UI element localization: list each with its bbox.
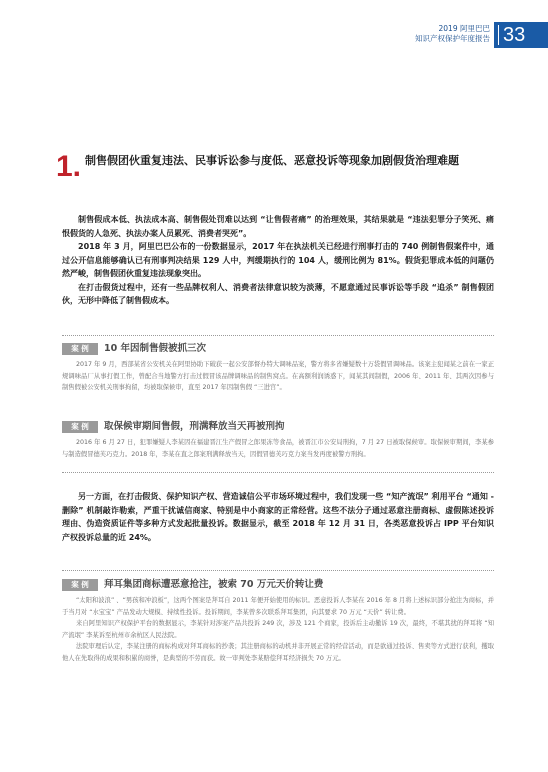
case-1 [62, 342, 494, 394]
report-header [415, 24, 490, 44]
case-title: 拜耳集团商标遭恶意抢注，被索 70 万元天价转让费 [104, 579, 324, 590]
case-3 [62, 578, 494, 664]
case-tag: 案 例 [62, 343, 98, 355]
case-title: 取保候审期间售假，刑满释放当天再被刑拘 [104, 421, 285, 432]
case1-divider [62, 335, 494, 336]
intro-paragraph-2: 2018 年 3 月，阿里巴巴公布的一份数据显示，2017 年在执法机关已经进行刑事打击的 740 例制售假案件中，通过公开信息能够确认已有刑事判决结果 129 人中，判缓期执行的 104 人，缓刑比例为 81%。假货犯罪成本低的问题仍然严峻，制售假团伙重复违法现象突出。 [62, 242, 494, 278]
case-tag: 案 例 [62, 421, 98, 433]
case-title: 10 年因制售假被抓三次 [104, 343, 207, 354]
case3-divider [62, 570, 494, 571]
case-paragraph: 来自阿里知识产权保护平台的数据显示，李某针对涉案产品共投诉 249 次，涉及 121 个商家，投诉后主动撤诉 19 次，最终，不堪其扰的拜耳将 “知产流氓” 李某诉至杭州市余杭区人民法院。 [62, 620, 494, 639]
middle-text [62, 490, 494, 544]
case-paragraph: “太阳和波浪” 、“男孩和冲浪板”，这两个图案是拜耳自 2011 年便开始使用的标识。恶意投诉人李某在 2016 年 8 月将上述标识部分抢注为商标，并于当月对 “水宝宝” 产品发动大规模、持续性投诉。投诉期间，李某曾多次联系拜耳集团，向其要求 70 万元 “天价” 转让费。 [62, 597, 494, 616]
case-tag: 案 例 [62, 579, 98, 591]
case2-divider [62, 472, 494, 473]
intro-text [62, 213, 494, 308]
case-paragraph: 法院审理后认定，李某注册的商标构成对拜耳商标的抄袭；其注册商标的动机并非开展正常的经营活动，而是欲通过投诉、售卖等方式进行获利，攫取他人在先取得的成果和积累的商誉，是典型的不劳而获。故一审判处李某赔偿拜耳经济损失 70 万元。 [62, 643, 494, 662]
report-year-title: 2019 阿里巴巴 [438, 24, 490, 33]
section-title: 制售假团伙重复违法、民事诉讼参与度低、恶意投诉等现象加剧假货治理难题 [85, 154, 459, 167]
case-paragraph: 2016 年 6 月 27 日，犯罪嫌疑人李某因在福建晋江生产假冒之郎果冻等食品，被晋江市公安局刑拘，7 月 27 日被取保候审。取保候审期间，李某参与制造假冒德芙巧克力。2018 年，李某在直之郎案刑满释放当天，因假冒德芙巧克力案当发再度被警方刑拘。 [62, 439, 494, 458]
case-2 [62, 420, 494, 460]
case-paragraph: 2017 年 9 月，西部某省公安机关在阿里协助下破获一起公安部督办特大调味品案，警方将多省嫌疑数十万袋假冒调味品。该案主犯闻某之前在一家正规调味品厂从事打假工作，曾配合当地警方打击过假冒该品牌调味品的制售窝点。在高额利润诱惑下，闻某其间制假，2006 年、2011 年、其两次因参与制售假被公安机关刑事拘留，均被取保候审，直至 2017 年因制售假 “三进宫”。 [62, 361, 494, 391]
header-divider [498, 25, 499, 45]
intro-paragraph-1: 制售假成本低、执法成本高、制售假处罚难以达到 “让售假者痛” 的治理效果，其结果就是 “违法犯罪分子笑死、痛恨假货的人急死、执法办案人员累死、消费者哭死”。 [62, 215, 494, 238]
report-subtitle: 知识产权保护年度报告 [415, 34, 490, 43]
intro-paragraph-3: 在打击假货过程中，还有一些品牌权利人、消费者法律意识较为淡薄，不愿意通过民事诉讼等手段 “追杀” 制售假团伙，无形中降低了制售假成本。 [62, 282, 494, 305]
page-number-bar [494, 22, 548, 48]
section-number: 1. [56, 150, 82, 183]
page-number: 33 [503, 24, 526, 46]
middle-paragraph: 另一方面，在打击假货、保护知识产权、营造诚信公平市场环境过程中，我们发现一些 “知产流氓” 利用平台 “通知 - 删除” 机制敲诈勒索，严重干扰诚信商家、特别是中小商家的正常经营。这些不法分子通过恶意注册商标、虚假陈述投诉理由、伪造资质证件等多种方式发起批量投诉。数据显示，截至 2018 年 12 月 31 日，各类恶意投诉占 IPP 平台知识产权投诉总量的近 24%。 [62, 492, 494, 542]
